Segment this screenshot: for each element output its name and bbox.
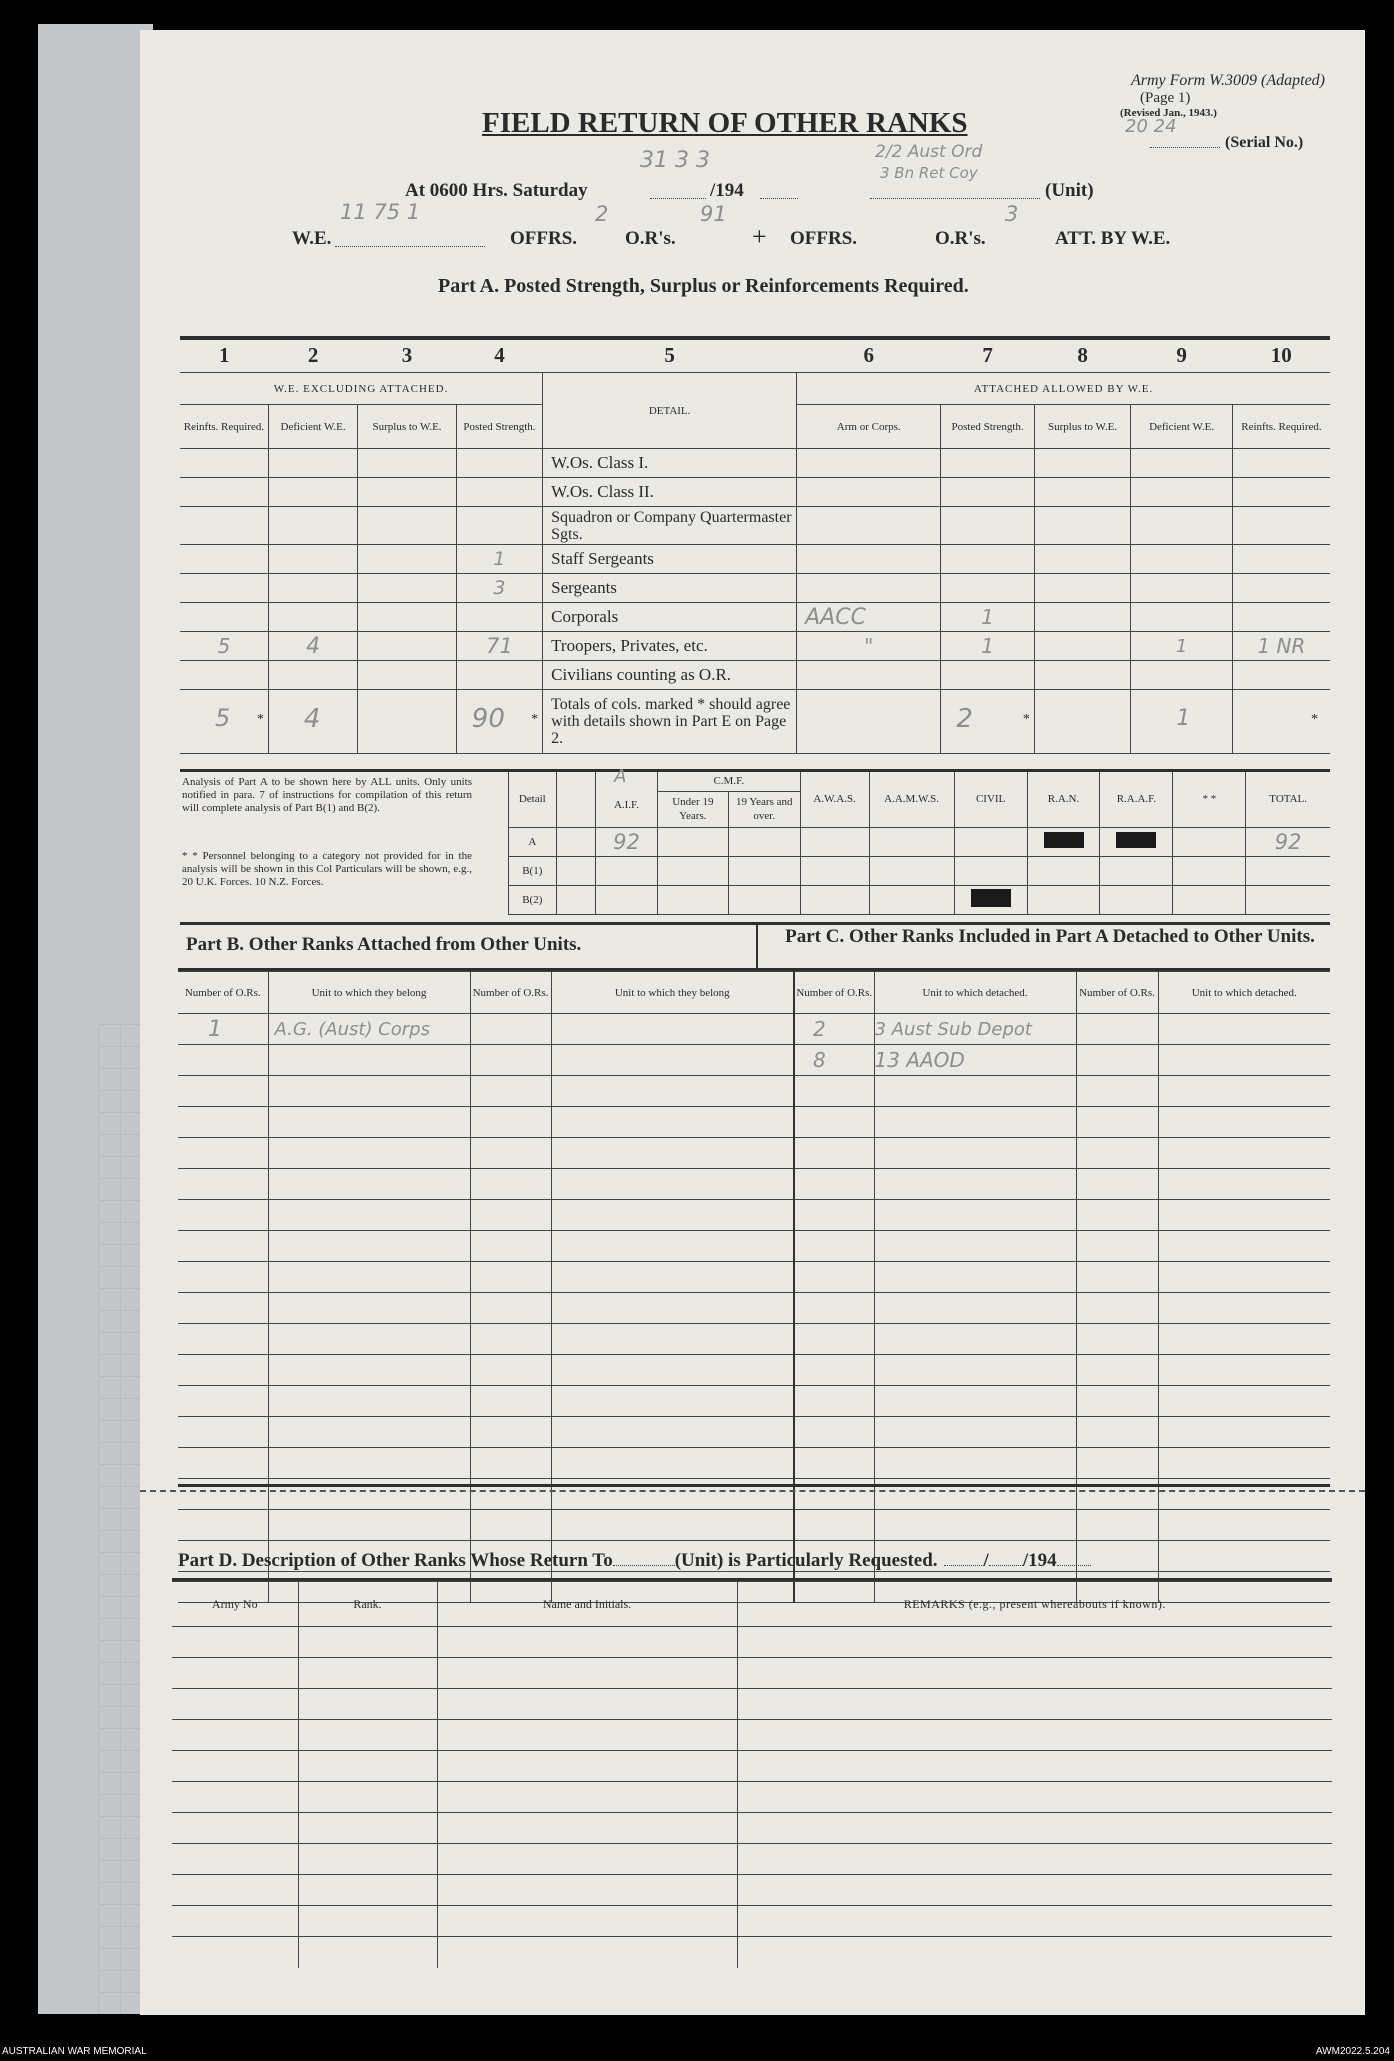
offrs-label: OFFRS. (510, 228, 578, 249)
at-hours-label: At 0600 Hrs. Saturday (405, 180, 588, 201)
civil-header: CIVIL (954, 772, 1027, 827)
part-c-num-header: Number of O.Rs. (794, 972, 874, 1014)
aamws-header: A.A.M.W.S. (869, 772, 954, 827)
star-marker: * (531, 712, 539, 727)
part-a-column-numbers (180, 342, 1330, 368)
table-row (180, 574, 1330, 603)
col-number: 3 (401, 342, 413, 367)
page-title: FIELD RETURN OF OTHER RANKS (482, 107, 968, 139)
footer-source: AUSTRALIAN WAR MEMORIAL (2, 2046, 147, 2057)
col-number: 1 (218, 342, 230, 367)
part-b-unit-header-2: Unit to which they belong (551, 972, 794, 1014)
aif-a-value: 92 (596, 827, 658, 856)
detail-label: Squadron or Company Quartermaster Sgts. (543, 507, 797, 545)
deficient-value: 4 (268, 632, 357, 661)
analysis-note-2: * * Personnel belonging to a category not provided for in the analysis will be shown in this Col Particulars will be shown, e.g., 20 U.K. Forces. 10 N.Z. Forces. (182, 850, 472, 888)
posted-strength-value: 71 (456, 632, 542, 661)
col-number: 8 (1077, 342, 1088, 367)
totals-detail-note: Totals of cols. marked * should agree with details shown in Part E on Page 2. (543, 690, 797, 754)
cut-line (140, 1490, 1365, 1492)
rank-header: Rank. (298, 1582, 437, 1627)
part-d-table (172, 1581, 1332, 1968)
row-label-a: A (509, 827, 557, 856)
col-number: 7 (982, 342, 993, 367)
part-b-unit-header: Unit to which they belong (268, 972, 470, 1014)
plus-sign: + (752, 222, 767, 251)
part-a-title: Part A. Posted Strength, Surplus or Reinforcements Required. (438, 275, 969, 297)
arm-corps-header: Arm or Corps. (797, 405, 941, 449)
part-b-num-header-2: Number of O.Rs. (470, 972, 551, 1014)
col-number: 9 (1176, 342, 1187, 367)
star-marker: * (1022, 712, 1030, 727)
cmf-header: C.M.F. (657, 772, 800, 791)
name-header: Name and Initials. (437, 1582, 737, 1627)
deficient-we-header-right: Deficient W.E. (1131, 405, 1233, 449)
table-row (509, 856, 1331, 885)
table-row (180, 507, 1330, 545)
arm-corps-value: " (797, 632, 941, 661)
reinfts-right-value: 1 NR (1232, 632, 1330, 661)
posted-strength-value: 3 (456, 574, 542, 603)
detail-label: Troopers, Privates, etc. (543, 632, 797, 661)
table-row (180, 632, 1330, 661)
part-b-c-table (178, 971, 1330, 1603)
col-number: 10 (1270, 342, 1292, 367)
unit-handwritten-1: 2/2 Aust Ord (875, 142, 983, 162)
total-posted-value: 90 (471, 704, 505, 734)
we-excluding-header: W.E. EXCLUDING ATTACHED. (180, 373, 543, 405)
total-header: TOTAL. (1246, 772, 1330, 827)
table-row (509, 885, 1331, 914)
att-by-we-label: ATT. BY W.E. (1055, 228, 1171, 249)
raaf-header: R.A.A.F. (1100, 772, 1173, 827)
col-number: 4 (494, 342, 505, 367)
posted-strength-header: Posted Strength. (456, 405, 542, 449)
page-number: (Page 1) (1140, 90, 1191, 106)
table-row (180, 449, 1330, 478)
table-row (509, 827, 1331, 856)
part-b-title: Part B. Other Ranks Attached from Other Units. (186, 934, 582, 955)
ors-label-2: O.R's. (935, 228, 986, 249)
part-d-title-a: Part D. Description of Other Ranks Whose Return To (178, 1550, 613, 1571)
reinfts-required-header-right: Reinfts. Required. (1232, 405, 1330, 449)
offrs-handwritten: 2 (595, 202, 609, 226)
unit-label: (Unit) (1045, 180, 1094, 201)
posted-strength-right-value: 1 (941, 632, 1034, 661)
serial-label: (Serial No.) (1225, 134, 1304, 151)
ors-handwritten: 91 (700, 202, 727, 226)
part-d-title-c: /194 (1022, 1550, 1057, 1571)
total-deficient-right-value: 1 (1176, 706, 1191, 731)
we-handwritten: 11 75 1 (340, 200, 421, 224)
table-row (180, 545, 1330, 574)
part-c-unit-header-2: Unit to which detached. (1158, 972, 1330, 1014)
detail-label: Sergeants (543, 574, 797, 603)
footer-reference: AWM2022.5.204 (1315, 2046, 1390, 2057)
aif-top-handwritten: A (614, 766, 627, 787)
part-c-title: Part C. Other Ranks Included in Part A Detached to Other Units. (785, 926, 1315, 947)
table-row (180, 661, 1330, 690)
redaction-block (971, 889, 1011, 907)
part-b-entry-unit: A.G. (Aust) Corps (268, 1014, 470, 1045)
civilians-label: Civilians counting as O.R. (543, 661, 797, 690)
aif-header: A.I.F. (613, 799, 640, 812)
table-row (180, 478, 1330, 507)
posted-strength-value: 1 (456, 545, 542, 574)
detail-header: DETAIL. (543, 373, 797, 449)
row-label-b1: B(1) (509, 856, 557, 885)
total-reinfts-value: 5 (215, 704, 231, 732)
star-marker: * (1311, 712, 1318, 727)
surplus-we-header-right: Surplus to W.E. (1034, 405, 1131, 449)
part-c-entry-unit: 13 AAOD (874, 1045, 1076, 1076)
part-c-num-header-2: Number of O.Rs. (1076, 972, 1158, 1014)
army-form-number: Army Form W.3009 (Adapted) (1130, 72, 1325, 89)
attached-allowed-header: ATTACHED ALLOWED BY W.E. (797, 373, 1330, 405)
over-19-header: 19 Years and over. (728, 791, 800, 827)
table-row (178, 1045, 1330, 1076)
posted-strength-right-value: 1 (941, 603, 1034, 632)
table-row (180, 603, 1330, 632)
ors-label: O.R's. (625, 228, 676, 249)
total-a-value: 92 (1246, 827, 1330, 856)
deficient-we-header: Deficient W.E. (268, 405, 357, 449)
part-d-title-b: (Unit) is Particularly Requested. (674, 1550, 938, 1571)
offrs-label-2: OFFRS. (790, 228, 858, 249)
other-header: * * (1173, 772, 1246, 827)
detail-label: W.Os. Class II. (543, 478, 797, 507)
unit-handwritten-2: 3 Bn Ret Coy (880, 164, 978, 182)
date-handwritten: 31 3 3 (640, 148, 710, 173)
detail-label: Staff Sergeants (543, 545, 797, 574)
detail-label: W.Os. Class I. (543, 449, 797, 478)
revised-date: (Revised Jan., 1943.) (1120, 107, 1217, 119)
total-deficient-value: 4 (303, 704, 321, 734)
table-row (178, 1014, 1330, 1045)
analysis-table (508, 766, 1330, 915)
att-ors-handwritten: 3 (1005, 202, 1019, 226)
ran-header: R.A.N. (1027, 772, 1100, 827)
analysis-detail-header: Detail (509, 772, 557, 827)
part-c-unit-header: Unit to which detached. (874, 972, 1076, 1014)
reinfts-value: 5 (180, 632, 268, 661)
part-b-num-header: Number of O.Rs. (178, 972, 268, 1014)
serial-handwritten: 20 24 (1125, 116, 1177, 137)
deficient-right-value: 1 (1131, 632, 1233, 661)
redaction-block (1044, 832, 1084, 848)
form-page (140, 30, 1365, 2015)
part-a-table (180, 372, 1330, 754)
arm-corps-value: AACC (797, 603, 941, 632)
totals-row (180, 690, 1330, 754)
remarks-header: REMARKS (e.g., present whereabouts if known). (737, 1582, 1332, 1627)
part-c-entry-num: 2 (794, 1014, 874, 1045)
star-marker: * (256, 712, 264, 727)
redaction-block (1116, 832, 1156, 848)
col-number: 5 (664, 342, 675, 367)
army-no-header: Army No (172, 1582, 298, 1627)
we-label: W.E. (292, 228, 332, 249)
posted-strength-header-right: Posted Strength. (941, 405, 1034, 449)
row-label-b2: B(2) (509, 885, 557, 914)
detail-label: Corporals (543, 603, 797, 632)
col-number: 2 (307, 342, 319, 367)
awas-header: A.W.A.S. (800, 772, 869, 827)
part-c-entry-num: 8 (794, 1045, 874, 1076)
analysis-note-1: Analysis of Part A to be shown here by ALL units. Only units notified in para. 7 of instructions for compilation of this return will complete analysis of Part B(1) and B(2). (182, 776, 472, 814)
under-19-header: Under 19 Years. (657, 791, 728, 827)
col-number: 6 (863, 342, 874, 367)
part-c-entry-unit: 3 Aust Sub Depot (874, 1014, 1076, 1045)
part-b-entry-num: 1 (178, 1014, 268, 1045)
total-posted-right-value: 2 (956, 704, 973, 734)
part-d-title: Part D. Description of Other Ranks Whose Return To (Unit) is Particularly Requested. / /194 (178, 1550, 1091, 1572)
year-label: /194 (710, 180, 744, 201)
reinfts-required-header: Reinfts. Required. (180, 405, 268, 449)
surplus-we-header: Surplus to W.E. (358, 405, 457, 449)
attached-paper-strip (38, 24, 153, 2014)
